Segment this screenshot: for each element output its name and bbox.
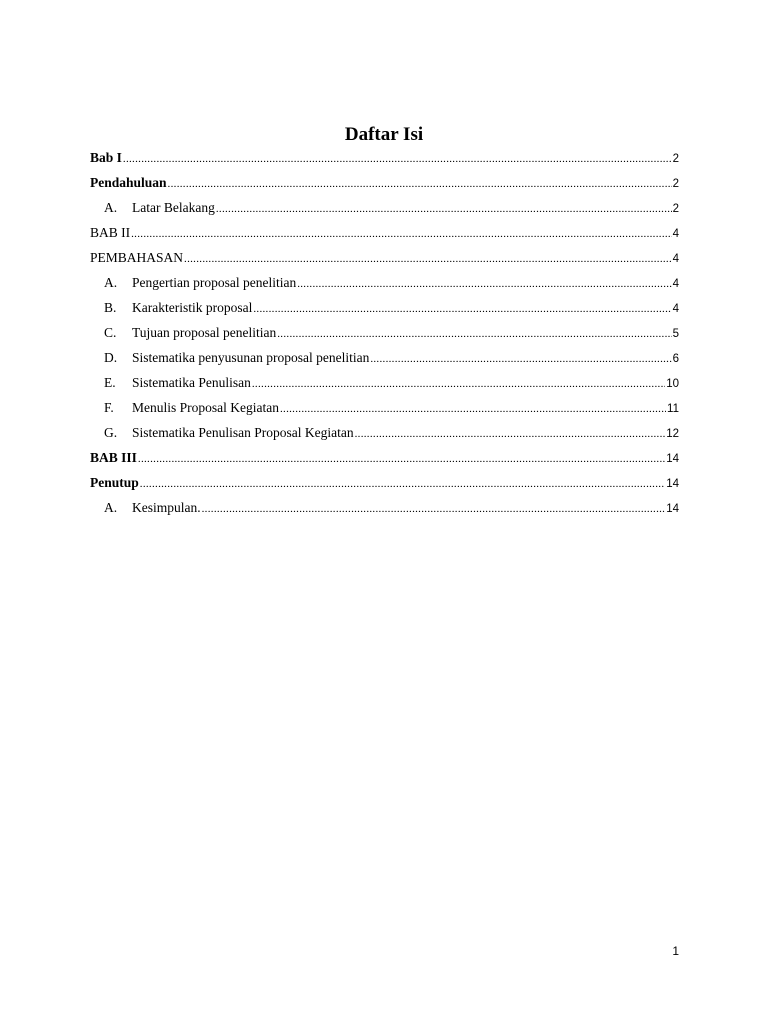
toc-entry-letter: A. [104, 275, 118, 290]
toc-entry-page: 2 [672, 203, 679, 215]
toc-entry-label: BAB III [90, 450, 137, 465]
toc-entry-letter: A. [104, 500, 118, 515]
toc-entry[interactable] [90, 370, 679, 395]
toc-entry-label: Sistematika Penulisan [132, 375, 251, 390]
toc-entry-label: Tujuan proposal penelitian [132, 325, 277, 340]
toc-entry[interactable] [90, 145, 679, 170]
toc-dot-leader [355, 422, 666, 447]
toc-entry-letter: F. [104, 400, 114, 415]
toc-entry-letter: D. [104, 350, 118, 365]
toc-entry[interactable] [90, 220, 679, 245]
toc-dot-leader [140, 472, 665, 497]
toc-entry[interactable] [90, 420, 679, 445]
toc-entry-page: 14 [666, 503, 679, 515]
toc-entry[interactable] [90, 345, 679, 370]
toc-entry-label: Latar Belakang [132, 200, 215, 215]
toc-entry-page: 4 [672, 303, 679, 315]
table-of-contents [90, 145, 679, 520]
page-title: Daftar Isi [344, 124, 424, 145]
toc-dot-leader [168, 172, 672, 197]
toc-entry[interactable] [90, 495, 679, 520]
toc-entry-page: 10 [666, 378, 679, 390]
toc-dot-leader [253, 297, 671, 322]
toc-entry[interactable] [90, 245, 679, 270]
toc-entry-letter: G. [104, 425, 118, 440]
toc-entry-label: Pengertian proposal penelitian [132, 275, 297, 290]
toc-dot-leader [216, 197, 672, 222]
toc-entry-label: Bab I [90, 150, 122, 165]
toc-entry-letter: E. [104, 375, 116, 390]
toc-entry-label: Menulis Proposal Kegiatan [132, 400, 279, 415]
toc-entry-label: Karakteristik proposal [132, 300, 253, 315]
toc-entry-page: 14 [666, 478, 679, 490]
toc-entry[interactable] [90, 320, 679, 345]
toc-dot-leader [138, 447, 665, 472]
toc-entry-page: 4 [672, 278, 679, 290]
toc-dot-leader [131, 222, 671, 247]
toc-entry-label: PEMBAHASAN [90, 250, 184, 265]
toc-entry-page: 12 [666, 428, 679, 440]
toc-entry-letter: B. [104, 300, 117, 315]
toc-entry-page: 11 [667, 403, 679, 415]
toc-entry-label: Penutup [90, 475, 139, 490]
toc-entry-letter: C. [104, 325, 117, 340]
toc-entry-page: 4 [672, 253, 679, 265]
toc-entry[interactable] [90, 295, 679, 320]
toc-entry-label: Pendahuluan [90, 175, 167, 190]
toc-entry-page: 14 [666, 453, 679, 465]
toc-entry[interactable] [90, 170, 679, 195]
toc-entry[interactable] [90, 395, 679, 420]
toc-dot-leader [370, 347, 671, 372]
toc-entry-page: 6 [672, 353, 679, 365]
toc-entry-page: 5 [672, 328, 679, 340]
toc-entry-page: 4 [672, 228, 679, 240]
toc-entry-label: BAB II [90, 225, 131, 240]
toc-dot-leader [297, 272, 671, 297]
toc-dot-leader [252, 372, 665, 397]
toc-entry[interactable] [90, 445, 679, 470]
toc-entry-label: Kesimpulan. [132, 500, 201, 515]
toc-dot-leader [277, 322, 671, 347]
toc-entry-page: 2 [672, 153, 679, 165]
toc-dot-leader [202, 497, 666, 522]
toc-entry[interactable] [90, 470, 679, 495]
toc-dot-leader [280, 397, 666, 422]
page-number: 1 [672, 944, 679, 958]
toc-entry-label: Sistematika Penulisan Proposal Kegiatan [132, 425, 354, 440]
toc-entry[interactable] [90, 195, 679, 220]
toc-entry-letter: A. [104, 200, 118, 215]
toc-dot-leader [123, 147, 672, 172]
toc-entry[interactable] [90, 270, 679, 295]
toc-entry-label: Sistematika penyusunan proposal penelitian [132, 350, 370, 365]
toc-entry-page: 2 [672, 178, 679, 190]
toc-dot-leader [184, 247, 672, 272]
